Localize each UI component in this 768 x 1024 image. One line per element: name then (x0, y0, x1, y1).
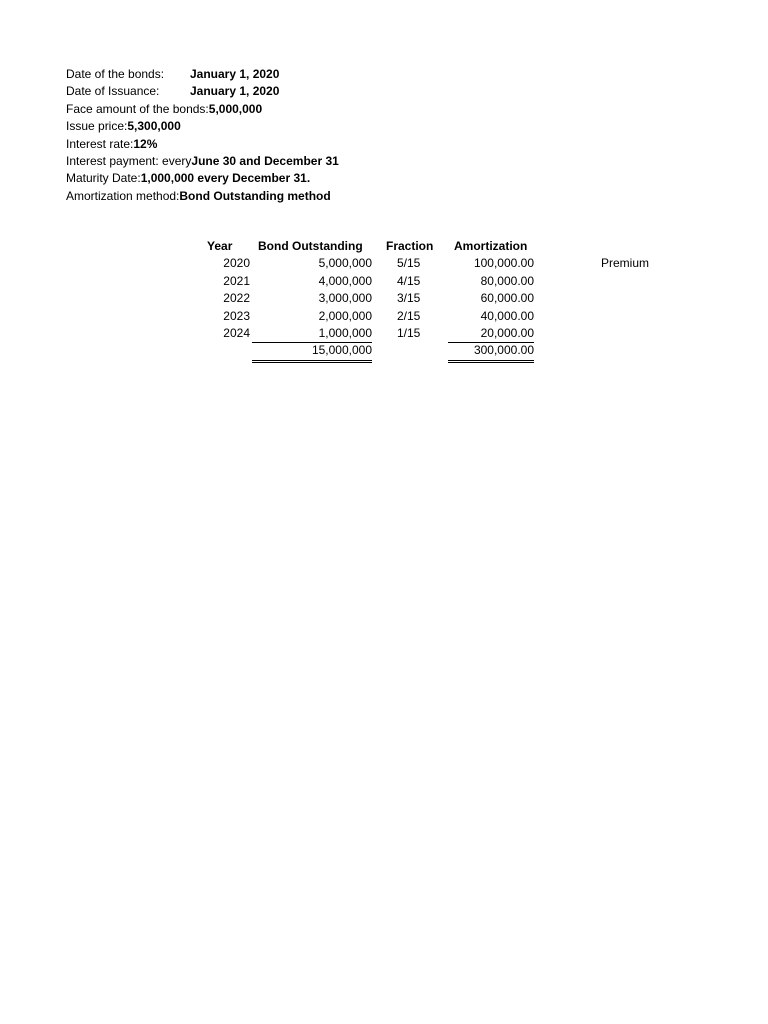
bond-info-block (66, 66, 339, 205)
year-cell: 2022 (223, 291, 250, 306)
fraction-cell: 5/15 (397, 256, 421, 271)
maturity-date-label: Maturity Date: (66, 171, 141, 186)
bond-outstanding-cell: 4,000,000 (318, 273, 372, 288)
amortization-cell: 40,000.00 (480, 308, 534, 323)
interest-rate-value: 12% (133, 136, 158, 151)
bond-outstanding-cell: 3,000,000 (318, 291, 372, 306)
issue-price-label: Issue price: (66, 119, 128, 134)
amortization-cell: 100,000.00 (473, 256, 534, 271)
total-amortization: 300,000.00 (448, 342, 534, 362)
face-amount-line (66, 101, 339, 118)
issue-price-line (66, 118, 339, 135)
date-of-issuance-line (66, 83, 339, 100)
total-bond-outstanding: 15,000,000 (252, 342, 372, 362)
interest-payment-value: June 30 and December 31 (191, 154, 339, 169)
premium-note: Premium (601, 256, 650, 271)
interest-rate-line (66, 136, 339, 153)
date-of-issuance-value: January 1, 2020 (190, 84, 280, 99)
maturity-date-value: 1,000,000 every December 31. (140, 171, 311, 186)
maturity-date-line (66, 170, 339, 187)
date-of-issuance-label: Date of Issuance: (66, 84, 160, 99)
interest-payment-label: Interest payment: every (66, 154, 192, 169)
amortization-cell: 80,000.00 (480, 273, 534, 288)
interest-rate-label: Interest rate: (66, 136, 134, 151)
amortization-method-value: Bond Outstanding method (179, 188, 331, 203)
year-cell: 2023 (223, 308, 250, 323)
amortization-method-line (66, 188, 339, 205)
fraction-cell: 2/15 (397, 308, 421, 323)
face-amount-value: 5,000,000 (208, 101, 263, 116)
interest-payment-line (66, 153, 339, 170)
bond-outstanding-cell: 2,000,000 (318, 308, 372, 323)
face-amount-label: Face amount of the bonds: (66, 101, 209, 116)
header-fraction: Fraction (386, 239, 434, 253)
date-of-bonds-value: January 1, 2020 (190, 67, 280, 81)
header-bond-outstanding: Bond Outstanding (258, 239, 363, 253)
year-cell: 2020 (223, 256, 250, 271)
fraction-cell: 3/15 (397, 291, 421, 306)
issue-price-value: 5,300,000 (127, 119, 181, 134)
amortization-cell: 20,000.00 (448, 325, 534, 343)
fraction-cell: 4/15 (397, 273, 421, 288)
bond-outstanding-cell: 1,000,000 (252, 325, 372, 343)
year-cell: 2021 (223, 273, 250, 288)
bond-outstanding-cell: 5,000,000 (318, 256, 372, 271)
fraction-cell: 1/15 (397, 325, 421, 340)
header-amortization: Amortization (454, 239, 528, 253)
date-of-bonds-label: Date of the bonds: (66, 67, 165, 81)
amortization-cell: 60,000.00 (480, 291, 534, 306)
year-cell: 2024 (223, 325, 250, 340)
date-of-bonds-line (66, 66, 339, 83)
header-year: Year (207, 239, 233, 253)
amortization-method-label: Amortization method: (66, 188, 180, 203)
